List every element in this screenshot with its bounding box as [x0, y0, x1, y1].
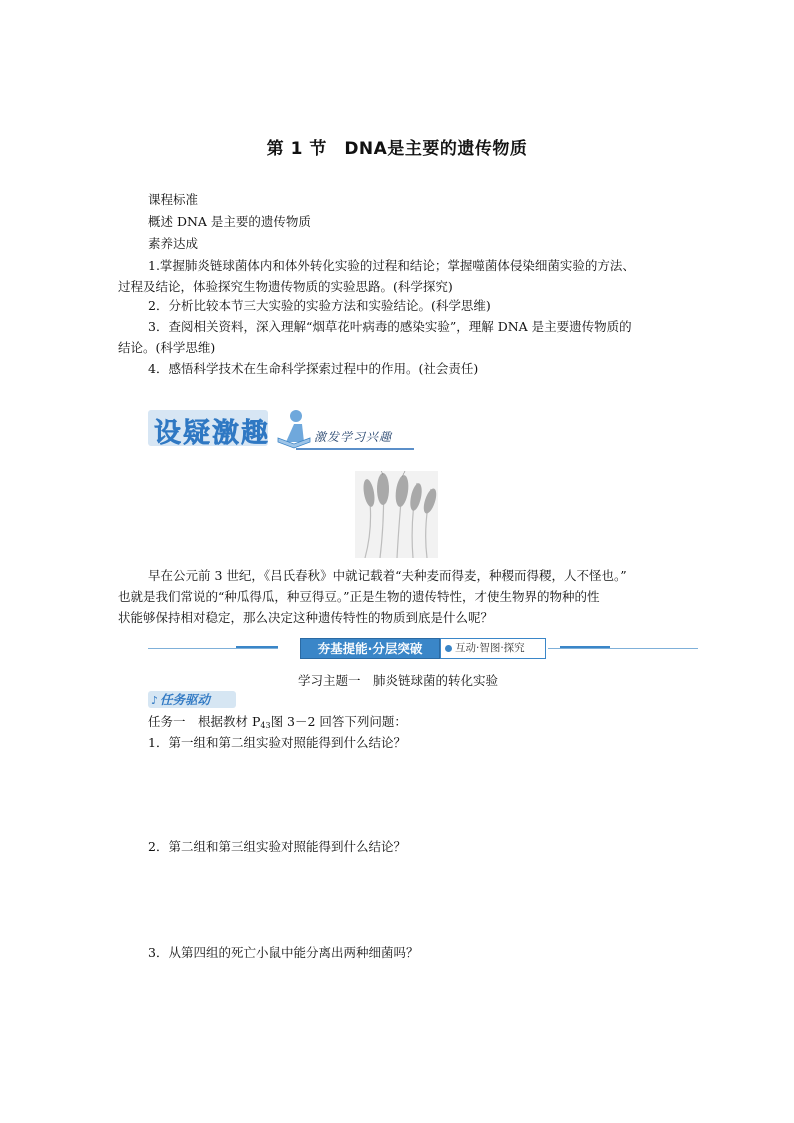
objective-2: 2．分析比较本节三大实验的实验方法和实验结论。(科学思维)	[148, 298, 491, 313]
section-rule-right	[548, 648, 698, 649]
topic-heading: 学习主题一 肺炎链球菌的转化实验	[298, 673, 499, 688]
banner-subtitle: 激发学习兴趣	[314, 430, 393, 444]
task-instruction-prefix: 任务一 根据教材 P	[148, 714, 261, 729]
wheat-image	[355, 471, 438, 558]
banner-underline	[296, 448, 414, 450]
task-badge-label: 任务驱动	[160, 692, 211, 707]
section-title-box: 夯基提能·分层突破	[300, 638, 440, 659]
task-instruction	[148, 713, 407, 735]
section-tag	[440, 638, 546, 659]
objective-3-line-1: 3．查阅相关资料，深入理解“烟草花叶病毒的感染实验”，理解 DNA 是主要遗传物质的	[148, 319, 632, 334]
objective-1-line-1: 1.掌握肺炎链球菌体内和体外转化实验的过程和结论；掌握噬菌体侵染细菌实验的方法、	[148, 258, 635, 273]
objective-4: 4．感悟科学技术在生命科学探索过程中的作用。(社会责任)	[148, 361, 479, 376]
question-3: 3．从第四组的死亡小鼠中能分离出两种细菌吗？	[148, 945, 419, 960]
task-badge	[148, 691, 236, 708]
section-rule-right-accent	[560, 646, 610, 648]
question-1: 1．第一组和第二组实验对照能得到什么结论？	[148, 735, 406, 750]
bullet-dot-icon	[445, 645, 452, 652]
page-title: 第 1 节 DNA是主要的遗传物质	[266, 139, 528, 159]
intro-banner	[146, 408, 416, 452]
task-instruction-suffix: 图 3－2 回答下列问题：	[270, 714, 407, 729]
story-line-1: 早在公元前 3 世纪，《吕氏春秋》中就记载着“夫种麦而得麦，种稷而得稷，人不怪也。”	[148, 568, 627, 583]
reading-student-icon	[274, 408, 314, 450]
question-2: 2．第二组和第三组实验对照能得到什么结论？	[148, 839, 406, 854]
course-standard-heading: 课程标准	[148, 192, 199, 207]
section-rule-left	[148, 648, 278, 649]
task-page-subscript: 43	[260, 721, 271, 730]
banner-title: 设疑激趣	[154, 418, 270, 449]
task-badge-icon: ♪	[151, 694, 159, 707]
objective-1-line-2: 过程及结论，体验探究生物遗传物质的实验思路。(科学探究)	[118, 279, 453, 294]
section-rule-left-accent	[236, 646, 278, 648]
story-line-3: 状能够保持相对稳定，那么决定这种遗传特性的物质到底是什么呢？	[118, 610, 494, 625]
literacy-heading: 素养达成	[148, 236, 199, 251]
course-standard-text: 概述 DNA 是主要的遗传物质	[148, 214, 311, 229]
section-tag-text: 互动·智图·探究	[455, 642, 525, 654]
story-line-2: 也就是我们常说的“种瓜得瓜，种豆得豆。”正是生物的遗传特性，才使生物界的物种的性	[118, 589, 600, 604]
objective-3-line-2: 结论。(科学思维)	[118, 340, 216, 355]
